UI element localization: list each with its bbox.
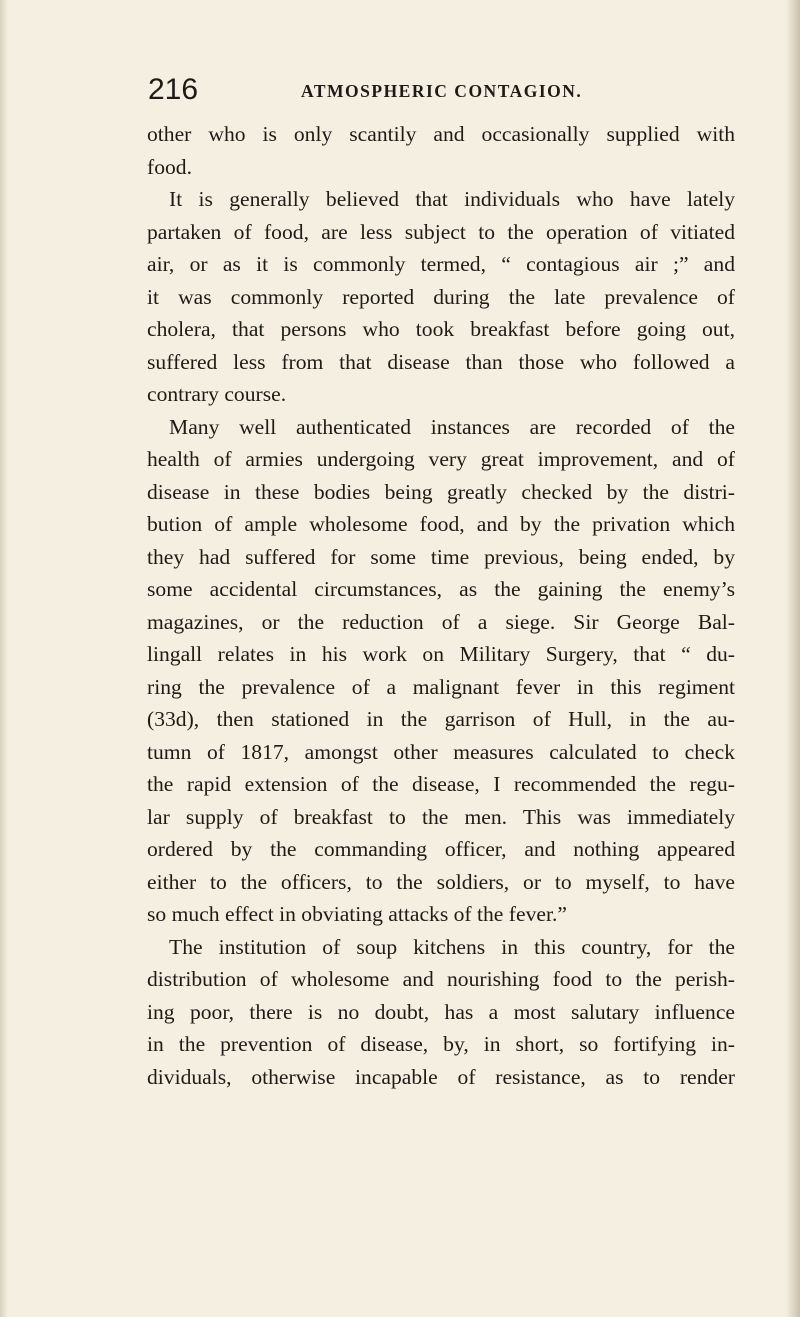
text-line: some accidental circumstances, as the gaining the enemy’s — [147, 577, 735, 601]
text-line: magazines, or the reduction of a siege. Sir George Bal- — [147, 609, 735, 634]
text-line: in the prevention of disease, by, in short, so fortifying in- — [147, 1032, 735, 1056]
body-text — [147, 118, 735, 1093]
text-line: health of armies undergoing very great improvement, and of — [147, 447, 735, 471]
text-line: food. — [147, 154, 192, 179]
text-line: dividuals, otherwise incapable of resistance, as to render — [147, 1064, 735, 1089]
text-line: disease in these bodies being greatly checked by the distri- — [147, 479, 735, 504]
text-line: distribution of wholesome and nourishing food to the perish- — [147, 967, 735, 991]
text-line: so much effect in obviating attacks of the fever.” — [147, 902, 567, 926]
text-line: contrary course. — [147, 382, 287, 406]
page-edge-shadow-left — [0, 0, 8, 1317]
text-line: partaken of food, are less subject to the operation of vitiated — [147, 219, 735, 244]
page-edge-shadow-right — [786, 0, 800, 1317]
text-line: other who is only scantily and occasionally supplied with — [147, 122, 735, 146]
text-line: the rapid extension of the disease, I recommended the regu- — [147, 772, 735, 796]
text-line: tumn of 1817, amongst other measures calculated to check — [147, 739, 735, 764]
text-line: it was commonly reported during the late prevalence of — [147, 284, 735, 309]
text-line: lingall relates in his work on Military Surgery, that “ du- — [147, 642, 735, 666]
text-line: cholera, that persons who took breakfast before going out, — [147, 317, 735, 341]
text-line: Many well authenticated instances are recorded of the — [169, 414, 735, 439]
text-line: ing poor, there is no doubt, has a most salutary influence — [147, 999, 735, 1024]
running-head-title: ATMOSPHERIC CONTAGION. — [301, 81, 583, 101]
running-head — [148, 72, 708, 108]
text-line: lar supply of breakfast to the men. This was immediately — [147, 804, 735, 829]
text-line: ordered by the commanding officer, and nothing appeared — [147, 837, 735, 861]
page-number: 216 — [148, 73, 199, 106]
text-line: It is generally believed that individuals who have lately — [169, 187, 735, 211]
text-line: they had suffered for some time previous, being ended, by — [147, 544, 735, 569]
text-line: either to the officers, to the soldiers, or to myself, to have — [147, 869, 735, 894]
text-line: The institution of soup kitchens in this country, for the — [169, 934, 735, 959]
text-line: air, or as it is commonly termed, “ contagious air ;” and — [147, 252, 735, 276]
text-line: suffered less from that disease than those who followed a — [147, 349, 735, 374]
text-line: (33d), then stationed in the garrison of Hull, in the au- — [147, 707, 735, 731]
text-line: bution of ample wholesome food, and by the privation which — [147, 512, 735, 536]
text-line: ring the prevalence of a malignant fever in this regiment — [147, 674, 735, 699]
